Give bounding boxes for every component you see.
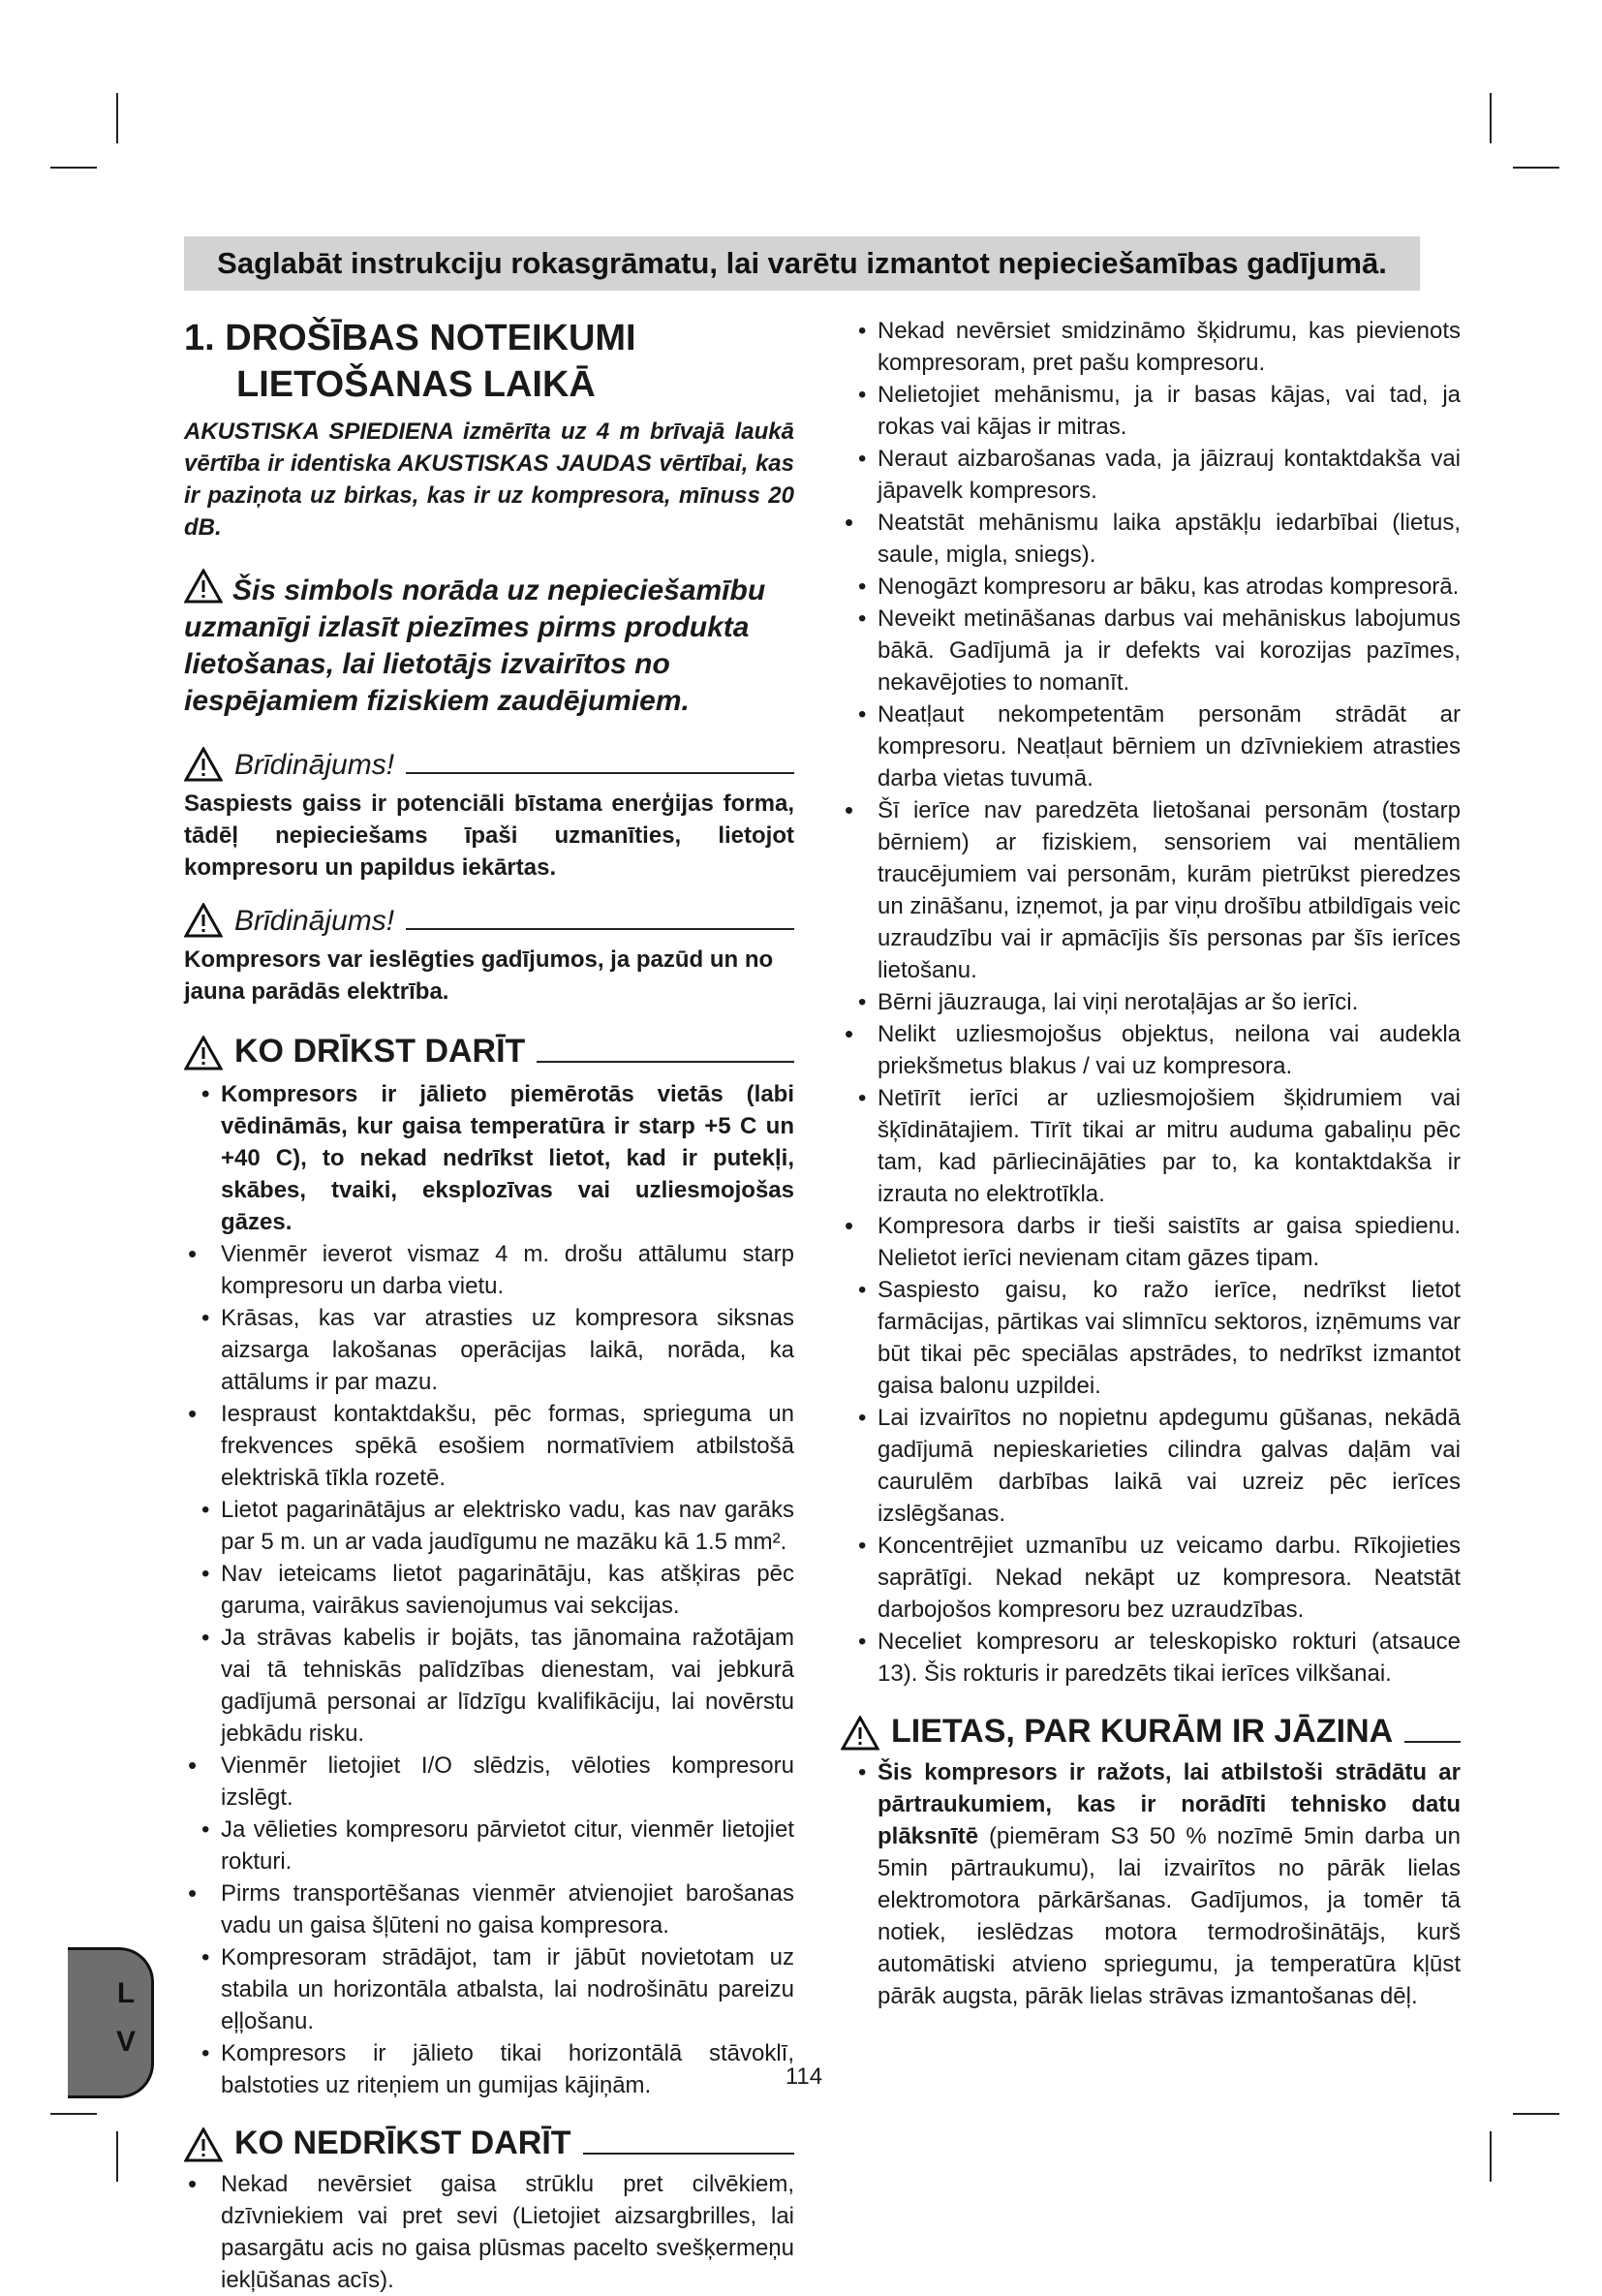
list-item: • Kompresors ir jālieto tikai horizontālā stāvoklī, balstoties uz riteņiem un gumijas kājiņām. xyxy=(201,2040,794,2098)
symbol-note: Šis simbols norāda uz nepieciešamību uzmanīgi izlasīt piezīmes pirms produkta lietošanas, lai lietotājs izvairītos no iespējamiem fiziskiem zaudējumiem. xyxy=(184,569,794,720)
list-item: • Koncentrējiet uzmanību uz veicamo darbu. Rīkojieties saprātīgi. Nekad nekāpt uz kompresora. Neatstāt darbojošos kompresoru bez uzraudzības. xyxy=(858,1533,1461,1623)
list-item: • Iespraust kontaktdakšu, pēc formas, sprieguma un frekvences spēkā esošiem normatīviem atbilstošā elektriskā tīkla rozetē. xyxy=(184,1398,794,1494)
warning-triangle-icon xyxy=(184,903,223,938)
list-item: • Nav ieteicams lietot pagarinātāju, kas atšķiras pēc garuma, vairākus savienojumus vai sekcijas. xyxy=(201,1561,794,1619)
crop-mark xyxy=(116,2131,118,2182)
crop-mark xyxy=(50,167,97,169)
dont-section-header xyxy=(184,2125,794,2162)
divider xyxy=(406,928,794,930)
list-item: • Lietot pagarinātājus ar elektrisko vadu, kas nav garāks par 5 m. un ar vada jaudīgumu ne mazāku kā 1.5 mm². xyxy=(201,1497,794,1555)
usage-section-title: LIETAS, PAR KURĀM IR JĀZINA xyxy=(891,1713,1394,1750)
list-item: • Vienmēr lietojiet I/O slēdzis, vēloties kompresoru izslēgt. xyxy=(184,1750,794,1814)
list-item: • Bērni jāuzrauga, lai viņi nerotaļājas ar šo ierīci. xyxy=(858,989,1359,1015)
save-manual-banner: Saglabāt instrukciju rokasgrāmatu, lai varētu izmantot nepieciešamības gadījumā. xyxy=(184,236,1420,291)
list-item: • Nelietojiet mehānismu, ja ir basas kājas, vai tad, ja rokas vai kājas ir mitras. xyxy=(858,382,1461,440)
crop-mark xyxy=(116,93,118,143)
warning1-text: Saspiests gaiss ir potenciāli bīstama enerģijas forma, tādēļ nepieciešams īpaši uzmanīties, lietojot kompresoru un papildus iekārtas. xyxy=(184,791,794,881)
language-tab xyxy=(68,1947,154,2098)
dont-section-title: KO NEDRĪKST DARĪT xyxy=(234,2125,571,2161)
section-title-line1: DROŠĪBAS NOTEIKUMI xyxy=(225,318,636,358)
list-item: • Vienmēr ieverot vismaz 4 m. drošu attālumu starp kompresoru un darba vietu. xyxy=(184,1238,794,1302)
warning-triangle-icon xyxy=(184,1036,223,1070)
list-item: • Kompresoram strādājot, tam ir jābūt novietotam uz stabila un horizontāla atbalsta, lai nodrošinātu pareizu eļļošanu. xyxy=(201,1944,794,2034)
list-item: • Kompresors ir jālieto piemērotās vietās (labi vēdināmās, kur gaisa temperatūra ir starp +5 C un +40 C), to nekad nedrīkst lietot, kad ir putekļi, skābes, tvaiki, eksplozīvas vai uzliesmojošas gāzes. xyxy=(201,1081,794,1235)
list-item: • Nekad nevērsiet gaisa strūklu pret cilvēkiem, dzīvniekiem vai pret sevi (Lietojiet aizsargbrilles, lai pasargātu acis no gaisa plūsmas pacelto svešķermeņu iekļūšanas acīs). xyxy=(184,2168,794,2296)
divider xyxy=(1404,1741,1461,1743)
divider xyxy=(406,772,794,774)
crop-mark xyxy=(1490,2131,1492,2182)
list-item: • Netīrīt ierīci ar uzliesmojošiem šķidrumiem vai šķīdinātajiem. Tīrīt tikai ar mitru auduma gabaliņu pēc tam, kad pārliecinājāties par to, ka kontaktdakša ir izrauta no elektrotīkla. xyxy=(858,1085,1461,1207)
list-item: • Ja strāvas kabelis ir bojāts, tas jānomaina ražotājam vai tā tehniskās palīdzības dienestam, vai jebkurā gadījumā personai ar līdzīgu kvalifikāciju, lai novērstu jebkādu risku. xyxy=(201,1625,794,1747)
crop-mark xyxy=(1513,167,1559,169)
usage-section-header xyxy=(841,1713,1461,1751)
usage-text: • Šis kompresors ir ražots, lai atbilstoši strādātu ar pārtraukumiem, kas ir norādīti tehnisko datu plāksnītē (piemēram S3 50 % nozīmē 5min darba un 5min pārtraukumu), lai izvairītos no pārāk lielas elektromotora pārkāršanas. Gadījumos, ja tomēr tā notiek, ieslēdzas motora termodrošinātājs, kurš automātiski atvieno spriegumu, ja temperatūra kļūst pārāk augsta, pārāk lielas strāvas izmantošanas dēļ. xyxy=(858,1759,1461,2009)
warning1-header xyxy=(184,747,794,782)
do-list xyxy=(184,1078,794,2101)
crop-mark xyxy=(1513,2113,1559,2115)
list-item: • Pirms transportēšanas vienmēr atvienojiet barošanas vadu un gaisa šļūteni no gaisa kompresora. xyxy=(184,1877,794,1941)
list-item: • Šī ierīce nav paredzēta lietošanai personām (tostarp bērniem) ar fiziskiem, sensoriem vai mentāliem traucējumiem vai personām, kurām pietrūkst pieredzes un zināšanu, izņemot, ja par viņu drošību atbildīgais veic uzraudzību vai ir apmācījis šīs personas par šīs ierīces lietošanu. xyxy=(841,794,1461,986)
list-item: • Kompresora darbs ir tieši saistīts ar gaisa spiedienu. Nelietot ierīci nevienam citam gāzes tipam. xyxy=(841,1210,1461,1274)
do-section-header xyxy=(184,1033,794,1070)
list-item: • Neraut aizbarošanas vada, ja jāizrauj kontaktdakša vai jāpavelk kompresors. xyxy=(858,446,1461,504)
crop-mark xyxy=(1490,93,1492,143)
divider xyxy=(537,1061,794,1063)
list-item: • Neceliet kompresoru ar teleskopisko rokturi (atsauce 13). Šis rokturis ir paredzēts tikai ierīces vilkšanai. xyxy=(858,1629,1461,1687)
list-item: • Lai izvairītos no nopietnu apdegumu gūšanas, nekādā gadījumā nepieskarieties cilindra galvas daļām vai caurulēm darbības laikā vai uzreiz pēc ierīces izslēgšanas. xyxy=(858,1405,1461,1527)
list-item: • Neatļaut nekompetentām personām strādāt ar kompresoru. Neatļaut bērniem un dzīvniekiem atrasties darba vietas tuvumā. xyxy=(858,701,1461,791)
warning2-text: Kompresors var ieslēgties gadījumos, ja pazūd un no jauna parādās elektrība. xyxy=(184,946,774,1005)
list-item: • Nelikt uzliesmojošus objektus, neilona vai audekla priekšmetus blakus / vai uz kompresora. xyxy=(841,1018,1461,1082)
crop-mark xyxy=(50,2113,97,2115)
warning2-title: Brīdinājums! xyxy=(234,905,395,937)
warning-triangle-icon xyxy=(184,747,223,782)
right-column xyxy=(841,315,1461,2012)
list-item: • Ja vēlieties kompresoru pārvietot citur, vienmēr lietojiet rokturi. xyxy=(201,1816,794,1875)
warning-triangle-icon xyxy=(184,2127,223,2162)
warning-triangle-icon xyxy=(841,1716,879,1751)
section-heading xyxy=(184,315,794,408)
divider xyxy=(583,2153,794,2155)
warning2-header xyxy=(184,903,794,938)
list-item: • Saspiesto gaisu, ko ražo ierīce, nedrīkst lietot farmācijas, pārtikas vai slimnīcu sektoros, izņēmums var būt tikai pēc speciālas apstrādes, to nedrīkst izmantot gaisa balonu uzpildei. xyxy=(858,1277,1461,1399)
list-item: • Neatstāt mehānismu laika apstākļu iedarbībai (lietus, saule, migla, sniegs). xyxy=(841,507,1461,571)
list-item: • Krāsas, kas var atrasties uz kompresora siksnas aizsarga lakošanas operācijas laikā, norāda, ka attālums ir par mazu. xyxy=(201,1305,794,1395)
section-number: 1. xyxy=(184,318,215,358)
dont-list xyxy=(841,315,1461,1690)
symbol-note-block xyxy=(184,569,794,720)
warning-triangle-icon xyxy=(184,569,223,604)
list-item: • Neveikt metināšanas darbus vai mehāniskus labojumus bākā. Gadījumā ja ir defekts vai korozijas pazīmes, nekavējoties to nomanīt. xyxy=(858,605,1461,696)
list-item: • Nenogāzt kompresoru ar bāku, kas atrodas kompresorā. xyxy=(858,574,1460,600)
left-column xyxy=(184,315,794,2296)
page-number: 114 xyxy=(785,2063,823,2090)
list-item: • Nekad nevērsiet smidzināmo šķidrumu, kas pievienots kompresoram, pret pašu kompresoru. xyxy=(858,318,1461,376)
section-title-line2: LIETOŠANAS LAIKĀ xyxy=(236,364,596,405)
warning1-title: Brīdinājums! xyxy=(234,749,395,781)
language-code: L V xyxy=(116,1977,137,2058)
acoustic-intro: AKUSTISKA SPIEDIENA izmērīta uz 4 m brīvajā laukā vērtība ir identiska AKUSTISKAS JAUDAS vērtībai, kas ir paziņota uz birkas, kas ir uz kompresora, mīnuss 20 dB. xyxy=(184,419,794,541)
do-section-title: KO DRĪKST DARĪT xyxy=(234,1033,526,1070)
